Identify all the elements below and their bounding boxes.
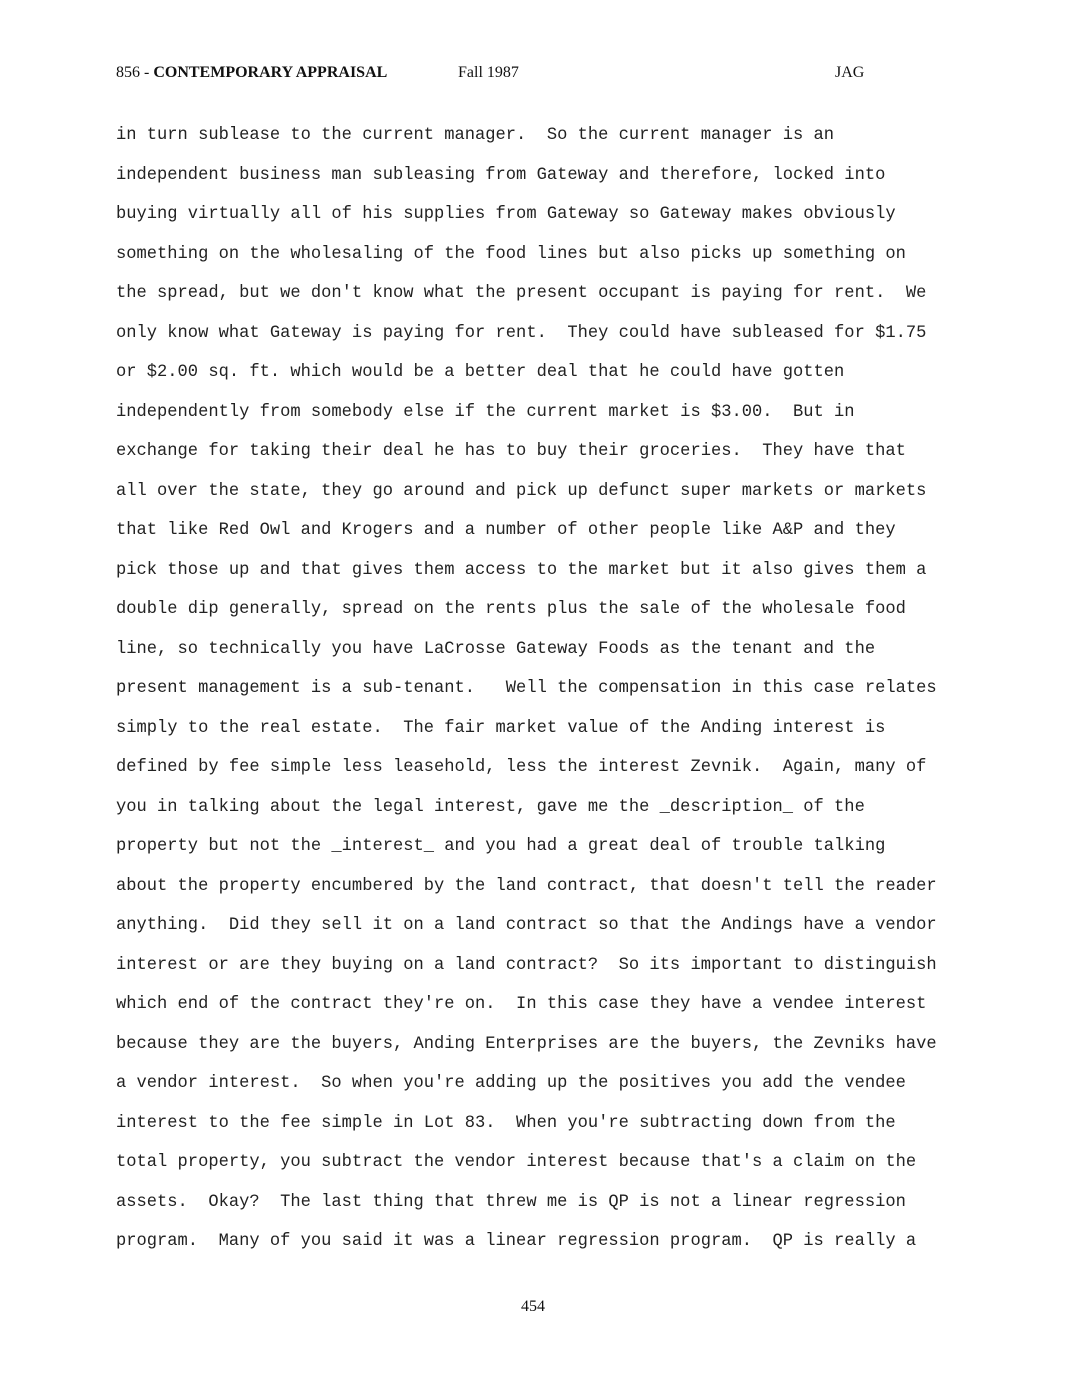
text-line: program. Many of you said it was a linear regression program. QP is really a bbox=[116, 1232, 917, 1251]
text-line: assets. Okay? The last thing that threw me is QP is not a linear regression bbox=[116, 1192, 906, 1212]
text-line: a vendor interest. So when you're adding up the positives you add the vendee bbox=[116, 1074, 906, 1093]
text-line: you in talking about the legal interest, gave me the _description_ of the bbox=[116, 797, 865, 817]
text-line: the spread, but we don't know what the present occupant is paying for rent. We bbox=[116, 284, 927, 303]
text-line: simply to the real estate. The fair market value of the Anding interest is bbox=[116, 718, 886, 738]
header-initials: JAG bbox=[835, 64, 865, 81]
text-line: independently from somebody else if the current market is $3.00. But in bbox=[116, 402, 855, 422]
text-line: double dip generally, spread on the rents plus the sale of the wholesale food bbox=[116, 600, 906, 619]
header-course bbox=[116, 62, 387, 84]
text-line: line, so technically you have LaCrosse Gateway Foods as the tenant and the bbox=[116, 639, 876, 659]
text-line: all over the state, they go around and pick up defunct super markets or markets bbox=[116, 481, 927, 501]
text-line: interest or are they buying on a land contract? So its important to distinguish bbox=[116, 955, 937, 975]
text-line: total property, you subtract the vendor interest because that's a claim on the bbox=[116, 1153, 917, 1172]
text-line: property but not the _interest_ and you had a great deal of trouble talking bbox=[116, 837, 886, 856]
text-line: because they are the buyers, Anding Enterprises are the buyers, the Zevniks have bbox=[116, 1034, 937, 1054]
text-line: something on the wholesaling of the food lines but also picks up something on bbox=[116, 244, 906, 264]
text-line: present management is a sub-tenant. Well the compensation in this case relates bbox=[116, 679, 937, 698]
text-line: buying virtually all of his supplies from Gateway so Gateway makes obviously bbox=[116, 205, 896, 224]
text-line: interest to the fee simple in Lot 83. When you're subtracting down from the bbox=[116, 1113, 896, 1133]
running-header bbox=[116, 62, 876, 84]
text-line: about the property encumbered by the land contract, that doesn't tell the reader bbox=[116, 876, 937, 896]
text-line: pick those up and that gives them access to the market but it also gives them a bbox=[116, 560, 927, 580]
text-line: only know what Gateway is paying for rent. They could have subleased for $1.75 bbox=[116, 323, 927, 343]
page-number: 454 bbox=[521, 1298, 545, 1315]
text-line: in turn sublease to the current manager. So the current manager is an bbox=[116, 126, 835, 145]
header-term: Fall 1987 bbox=[458, 64, 519, 81]
text-line: defined by fee simple less leasehold, less the interest Zevnik. Again, many of bbox=[116, 758, 927, 777]
text-line: exchange for taking their deal he has to buy their groceries. They have that bbox=[116, 442, 906, 461]
text-line: independent business man subleasing from Gateway and therefore, locked into bbox=[116, 165, 886, 185]
text-line: which end of the contract they're on. In this case they have a vendee interest bbox=[116, 995, 927, 1014]
transcript-body bbox=[116, 116, 1016, 1262]
header-course-title: CONTEMPORARY APPRAISAL bbox=[153, 64, 388, 81]
text-line: that like Red Owl and Krogers and a number of other people like A&P and they bbox=[116, 521, 896, 540]
text-line: or $2.00 sq. ft. which would be a better deal that he could have gotten bbox=[116, 363, 845, 382]
header-course-number: 856 - bbox=[116, 64, 154, 81]
text-line: anything. Did they sell it on a land contract so that the Andings have a vendor bbox=[116, 916, 937, 935]
